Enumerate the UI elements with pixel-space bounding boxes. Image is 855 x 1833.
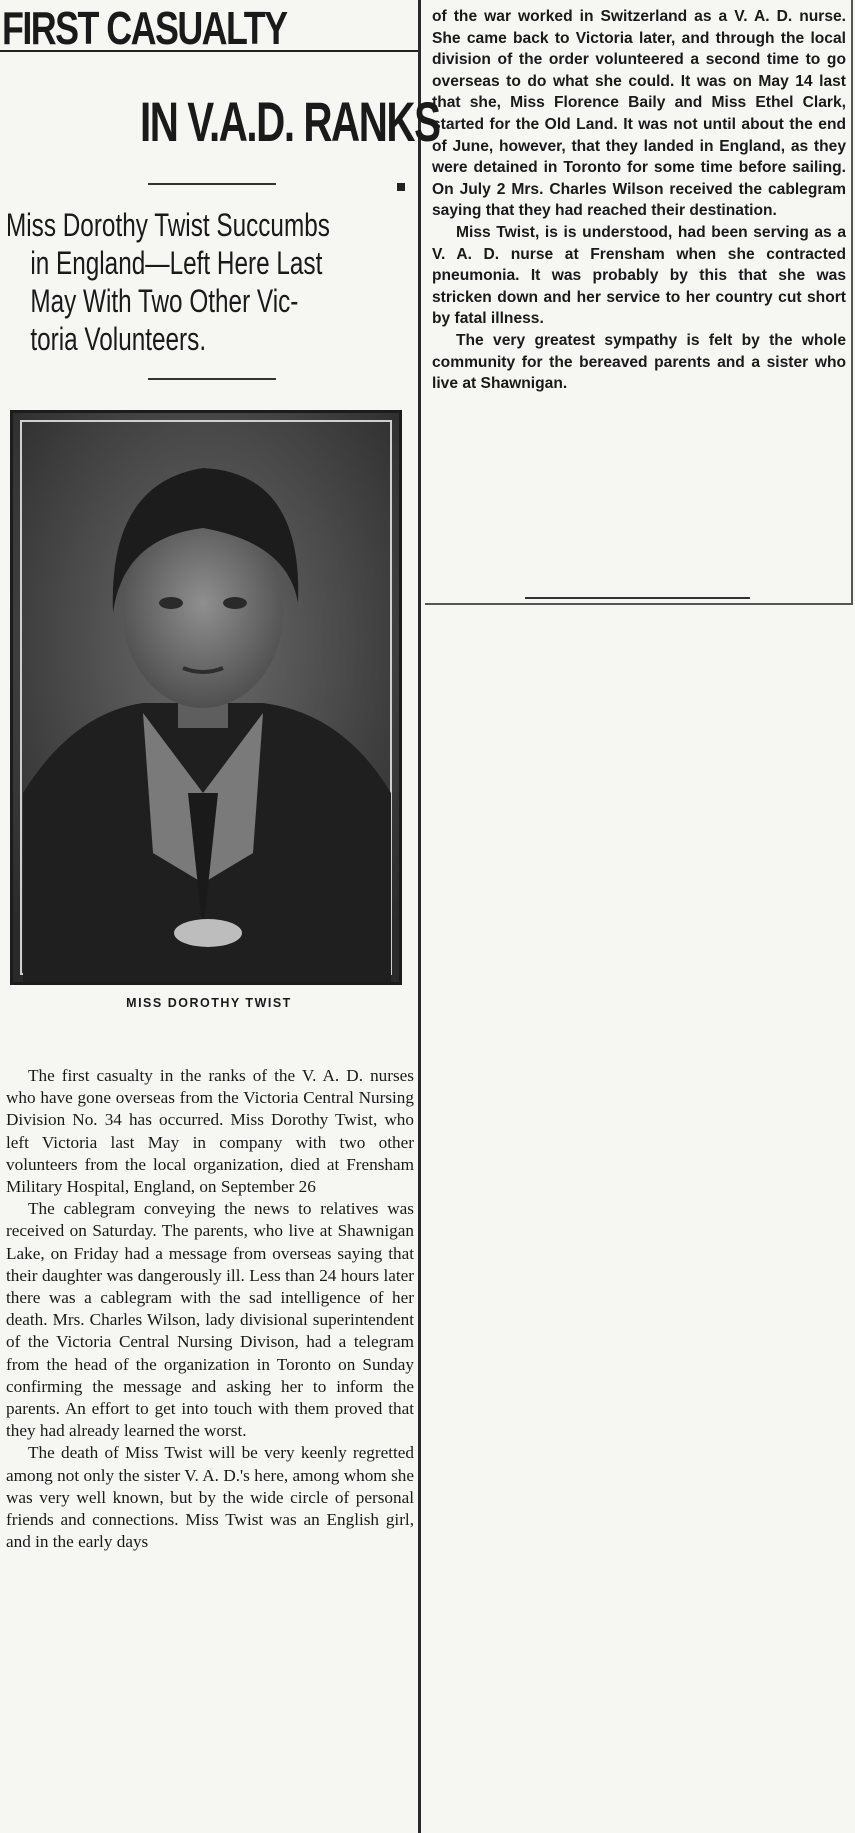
column-divider	[418, 0, 421, 1833]
subheadline	[6, 206, 416, 358]
subheadline-line-2: in England—Left Here Last	[30, 245, 323, 281]
headline-line-1: FIRST CASUALTY	[2, 2, 287, 54]
article-paragraph: The death of Miss Twist will be very keenly regretted among not only the sister V. A. D.'s here, among whom she was very well known, but by the wide circle of personal friends and connections. Miss Twist was an English girl, and in the early days	[6, 1443, 414, 1552]
article-body-left	[6, 1065, 414, 1553]
article-paragraph: The first casualty in the ranks of the V. A. D. nurses who have gone overseas from the Victoria Central Nursing Division No. 34 has occurred. Miss Dorothy Twist, who left Victoria last May in company with two other volunteers from the local organization, died at Frensham Military Hospital, England, on September 26	[6, 1066, 414, 1197]
subheadline-line-3: May With Two Other Vic-	[30, 283, 299, 319]
article-paragraph-continued: of the war worked in Switzerland as a V. A. D. nurse. She came back to Victoria later, and through the local division of the order volunteered a second time to go overseas to do what she could. It was on May 14 last that she, Miss Florence Baily and Miss Ethel Clark, started for the Old Land. It was not until about the end of June, however, that they landed in England, as they were detained in Toronto for some time before sailing. On July 2 Mrs. Charles Wilson received the cablegram saying that they had reached their destination.	[432, 8, 846, 220]
article-paragraph: The cablegram conveying the news to relatives was received on Saturday. The parents, who live at Shawnigan Lake, on Friday had a message from overseas saying that their daughter was dangerously ill. Less than 24 hours later there was a cablegram with the sad intelligence of her death. Mrs. Charles Wilson, lady divisional superintendent of the Victoria Central Nursing Divison, had a telegram from the head of the organization in Toronto on Sunday confirming the message and asking her to inform the parents. An effort to get into touch with them proved that they had already learned the worst.	[6, 1199, 414, 1441]
headline-line-2: IN V.A.D. RANKS	[140, 90, 440, 153]
subheadline-line-1: Miss Dorothy Twist Succumbs	[6, 207, 330, 243]
rule-under-subheadline	[148, 378, 276, 380]
article-body-right	[432, 6, 846, 395]
article-paragraph: The very greatest sympathy is felt by the whole community for the bereaved parents and a sister who live at Shawnigan.	[432, 331, 846, 393]
article-paragraph: Miss Twist, is is understood, had been serving as a V. A. D. nurse at Frensham when she contracted pneumonia. It was probably by this that she was stricken down and her service to her country cut short by fatal illness.	[432, 223, 846, 328]
end-rule	[525, 597, 750, 599]
subheadline-line-4: toria Volunteers.	[30, 321, 207, 357]
portrait-image	[13, 413, 399, 982]
photo-caption: MISS DOROTHY TWIST	[126, 996, 292, 1010]
portrait-photo	[10, 410, 402, 985]
bullet-dot	[397, 183, 405, 191]
rule-under-headline	[148, 183, 276, 185]
